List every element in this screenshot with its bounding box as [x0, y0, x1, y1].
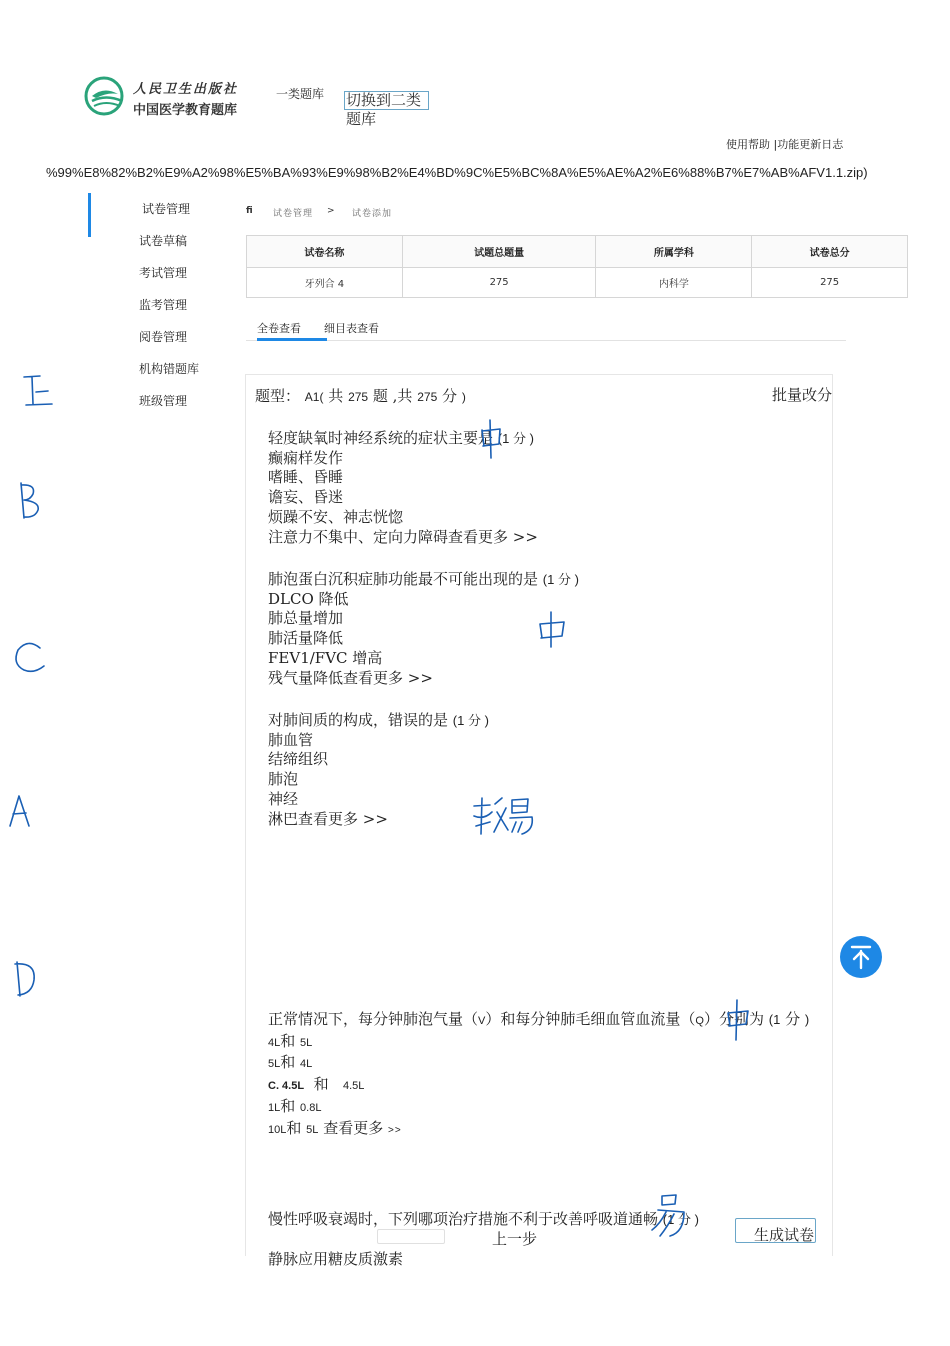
option: 肺总量增加	[268, 609, 344, 628]
question-stem-text: 轻度缺氧时神经系统的症状主要是	[268, 429, 494, 447]
option: 残气量降低	[268, 668, 344, 687]
option: 结缔组织	[268, 750, 329, 769]
option-value: 5L	[268, 1058, 281, 1071]
option: DLCO 降低	[268, 589, 349, 608]
cell-paper-name: 牙列合 4	[247, 268, 403, 298]
question-stem-text: 肺泡蛋白沉积症肺功能最不可能出现的是	[268, 570, 539, 588]
option: 肺活量降低	[268, 629, 344, 648]
cell-total-score: 275	[752, 268, 908, 298]
option-value: 4L	[300, 1058, 313, 1071]
breadcrumb-level2: 试卷添加	[352, 209, 393, 219]
download-url-text[interactable]: %99%E8%82%B2%E9%A2%98%E5%BA%93%E9%98%B2%E4%BD%9C%E5%BC%8A%E5%AE%A2%E6%88%B7%E7%AB%AFV1.1.zip)	[46, 165, 868, 180]
breadcrumb-arrow-icon: >	[327, 206, 335, 216]
handwritten-answer-d-icon	[15, 962, 34, 996]
qtype-score: 275	[417, 390, 438, 404]
view-more-link[interactable]: 查看更多 >>	[343, 668, 433, 687]
handwritten-answer-b-icon	[21, 483, 38, 518]
qtype-score-unit: 分	[442, 387, 458, 405]
option-value: 10L	[268, 1123, 287, 1136]
handwritten-yi-icon	[652, 1195, 684, 1236]
option-value: 5L	[306, 1123, 319, 1136]
question-points: (1 分 )	[497, 431, 534, 446]
question-points: (1 分 )	[452, 713, 489, 728]
question-points-unit: 分	[785, 1010, 801, 1028]
question-points: (1 分 )	[542, 572, 579, 587]
qtype-count: 275	[348, 390, 369, 404]
option-value: 1L	[268, 1101, 281, 1114]
option-value: C. 4.5L	[268, 1080, 305, 1093]
sidebar-item-paper-manage[interactable]: 试卷管理	[142, 202, 191, 216]
option: 神经	[268, 789, 299, 808]
sidebar-item-grading-manage[interactable]: 阅卷管理	[139, 330, 188, 344]
prev-step-label[interactable]: 上一步	[492, 1230, 538, 1248]
stem-symbol-v: V	[478, 1015, 486, 1027]
question-stem-text: 正常情况下，每分钟肺泡气量（	[268, 1010, 479, 1028]
sidebar-item-paper-draft[interactable]: 试卷草稿	[139, 234, 188, 248]
sidebar-item-proctor-manage[interactable]: 监考管理	[139, 298, 188, 312]
help-link[interactable]: 使用帮助	[726, 138, 770, 151]
tab-outline-view[interactable]: 细目表查看	[324, 322, 379, 335]
option: FEV1/FVC 增高	[268, 648, 383, 667]
col-paper-name: 试卷名称	[247, 236, 403, 268]
home-icon[interactable]: fi	[246, 206, 253, 216]
option-and: 和	[280, 1096, 296, 1115]
view-more-link[interactable]: 查看更多 >>	[298, 809, 388, 828]
view-more-link[interactable]: 查看更多	[323, 1118, 384, 1137]
changelog-link[interactable]: 功能更新日志	[777, 138, 844, 151]
help-separator: |	[773, 138, 778, 151]
col-question-total: 试题总题量	[402, 236, 596, 268]
logo-product-text: 中国医学教育题库	[133, 103, 238, 118]
sidebar-item-exam-manage[interactable]: 考试管理	[139, 266, 188, 280]
option: 肺血管	[268, 730, 314, 749]
bank-one-label[interactable]: 一类题库	[276, 87, 325, 101]
handwritten-zhong-3-icon	[728, 1000, 748, 1040]
option: 淋巴	[268, 809, 299, 828]
handwritten-answer-a-icon	[10, 796, 29, 826]
option-value: 0.8L	[300, 1101, 322, 1114]
qtype-code: A1	[304, 390, 320, 404]
breadcrumb-level1[interactable]: 试卷管理	[273, 209, 314, 219]
view-more-arrow[interactable]: >>	[387, 1124, 402, 1136]
handwritten-zhong-1-icon	[482, 420, 500, 458]
handwritten-jiaoyi-icon	[474, 798, 532, 834]
option-value: 4L	[268, 1036, 281, 1049]
option-and: 和	[313, 1075, 329, 1094]
logo-publisher-text: 人民卫生出版社	[133, 82, 239, 97]
handwritten-answer-c-icon	[16, 643, 44, 671]
view-more-link[interactable]: 查看更多 >>	[448, 527, 538, 546]
qtype-total-label2: 共	[397, 387, 413, 405]
option-and: 和	[280, 1031, 296, 1050]
cell-subject: 内科学	[596, 268, 752, 298]
question-stem-text: 慢性呼吸衰竭时，下列哪项治疗措施不利于改善呼吸道通畅	[268, 1210, 659, 1228]
option: 谵妄、昏迷	[268, 488, 344, 507]
batch-score-button[interactable]: 批量改分	[772, 386, 833, 404]
question-stem-text: 对肺间质的构成，错误的是	[268, 711, 449, 729]
option-and: 和	[280, 1053, 296, 1072]
col-total-score: 试卷总分	[752, 236, 908, 268]
cell-question-total: 275	[402, 268, 596, 298]
option-and: 和	[286, 1118, 302, 1137]
option: 注意力不集中、定向力障碍	[268, 527, 449, 546]
tab-full-view[interactable]: 全卷查看	[257, 322, 301, 335]
question-stem-text: ）分别为	[703, 1010, 764, 1028]
col-subject: 所属学科	[596, 236, 752, 268]
question-stem-text: ）和每分钟肺毛细血管血流量（	[485, 1010, 696, 1028]
option: 肺泡	[268, 770, 299, 789]
sidebar-item-class-manage[interactable]: 班级管理	[139, 394, 188, 408]
option: 烦躁不安、神志恍惚	[268, 507, 404, 526]
switch-bank-label[interactable]: 切换到二类题库	[346, 91, 422, 128]
qtype-count-unit: 题 ,	[372, 387, 398, 405]
option: 嗜睡、昏睡	[268, 468, 344, 487]
question-points-close: )	[804, 1012, 810, 1027]
option-value: 5L	[300, 1036, 313, 1049]
option-value: 4.5L	[342, 1080, 365, 1093]
option: 静脉应用糖皮质激素	[268, 1250, 404, 1268]
question-points: (1 分 )	[662, 1212, 699, 1227]
qtype-paren-open: (	[319, 390, 324, 404]
option: 癫痫样发作	[268, 448, 344, 467]
qtype-paren-close: )	[461, 390, 466, 404]
handwritten-zhong-2-icon	[540, 612, 564, 647]
handwritten-answer-e-icon	[24, 376, 52, 405]
question-points: (1	[768, 1012, 781, 1027]
generate-paper-label[interactable]: 生成试卷	[754, 1226, 815, 1244]
stem-symbol-q: Q	[695, 1015, 704, 1027]
sidebar-item-org-wrongbank[interactable]: 机构错题库	[139, 362, 200, 376]
qtype-total-label: 共	[328, 387, 344, 405]
qtype-label: 题型：	[255, 387, 301, 405]
